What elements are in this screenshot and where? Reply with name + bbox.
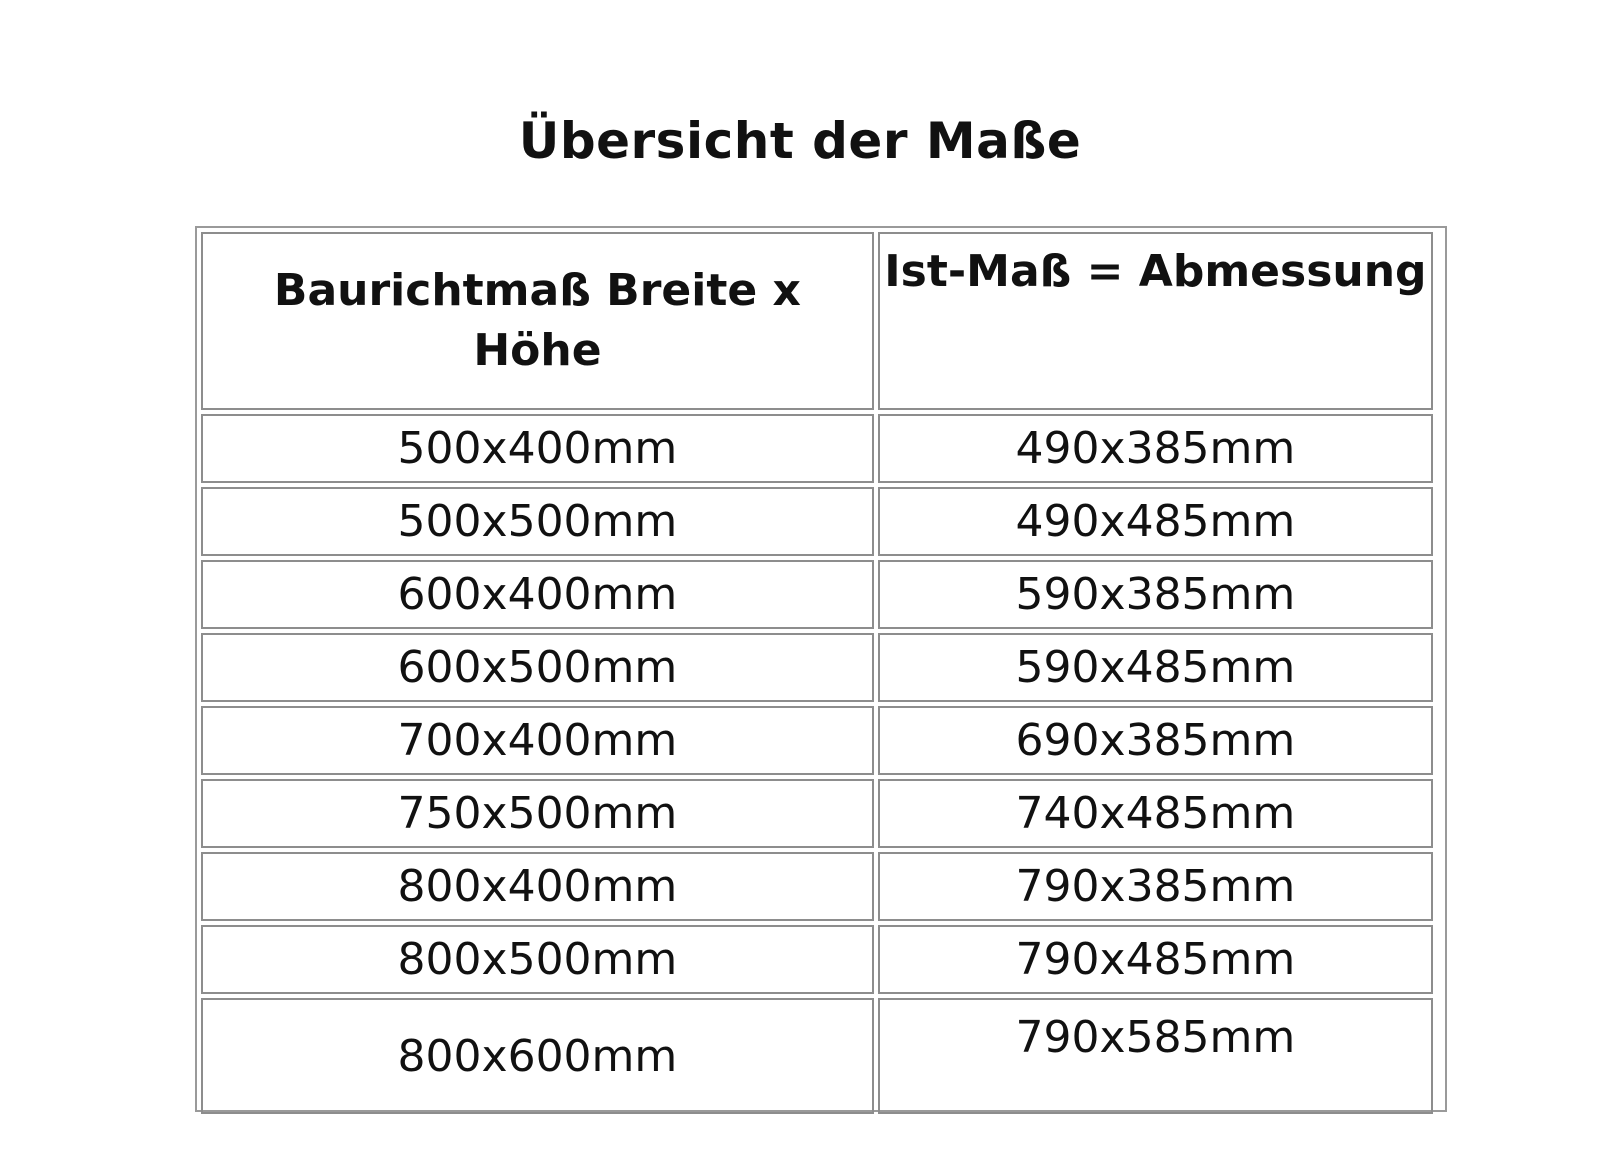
actual-size-cell: 790x385mm (878, 852, 1433, 921)
table-row (201, 633, 1433, 702)
actual-size-cell: 740x485mm (878, 779, 1433, 848)
table-row (201, 487, 1433, 556)
actual-size-cell: 590x485mm (878, 633, 1433, 702)
actual-size-cell: 490x385mm (878, 414, 1433, 483)
dimensions-table-grid (197, 228, 1437, 1118)
table-row (201, 706, 1433, 775)
nominal-size-cell: 800x400mm (201, 852, 874, 921)
dimensions-table (195, 226, 1447, 1112)
nominal-size-cell: 750x500mm (201, 779, 874, 848)
nominal-size-cell: 800x600mm (201, 998, 874, 1114)
header-actual-size: Ist-Maß = Abmessung (878, 232, 1433, 410)
actual-size-cell: 790x485mm (878, 925, 1433, 994)
nominal-size-cell: 800x500mm (201, 925, 874, 994)
nominal-size-cell: 500x500mm (201, 487, 874, 556)
actual-size-cell: 790x585mm (878, 998, 1433, 1114)
actual-size-cell: 590x385mm (878, 560, 1433, 629)
actual-size-cell: 490x485mm (878, 487, 1433, 556)
nominal-size-cell: 700x400mm (201, 706, 874, 775)
table-header-row (201, 232, 1433, 410)
page-title: Übersicht der Maße (518, 112, 1082, 170)
nominal-size-cell: 600x500mm (201, 633, 874, 702)
header-nominal-size: Baurichtmaß Breite x Höhe (201, 232, 874, 410)
table-row (201, 560, 1433, 629)
table-row (201, 414, 1433, 483)
nominal-size-cell: 500x400mm (201, 414, 874, 483)
table-row (201, 998, 1433, 1114)
table-row (201, 925, 1433, 994)
nominal-size-cell: 600x400mm (201, 560, 874, 629)
table-row (201, 852, 1433, 921)
table-row (201, 779, 1433, 848)
actual-size-cell: 690x385mm (878, 706, 1433, 775)
